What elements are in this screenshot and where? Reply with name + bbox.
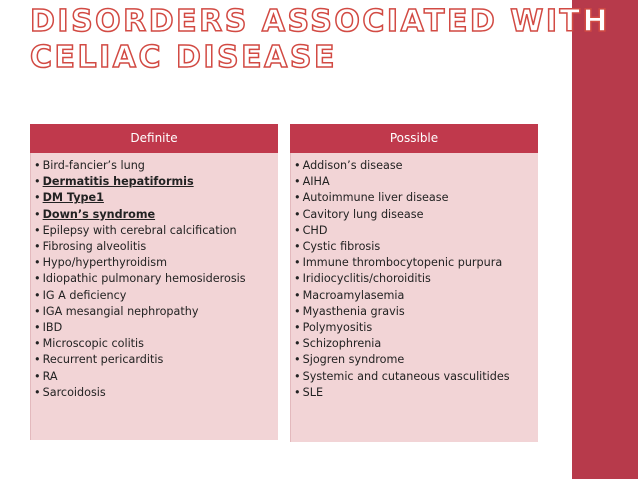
bullet-icon: • xyxy=(34,159,41,172)
list-item xyxy=(34,369,278,385)
list-item-text: Cavitory lung disease xyxy=(302,207,424,221)
bullet-icon: • xyxy=(34,353,41,367)
list-item xyxy=(294,255,538,271)
list-item-text: IBD xyxy=(42,321,63,335)
list-item xyxy=(294,207,538,223)
list-item-text: IG A deficiency xyxy=(42,288,127,302)
list-item xyxy=(34,174,278,190)
list-item xyxy=(34,385,278,401)
bullet-icon: • xyxy=(34,223,41,237)
list-item-text: Immune thrombocytopenic purpura xyxy=(302,256,503,270)
bullet-icon: • xyxy=(294,256,301,270)
list-item xyxy=(294,352,538,368)
list-item-text: Autoimmune liver disease xyxy=(302,191,449,205)
list-item xyxy=(294,304,538,320)
list-item xyxy=(34,352,278,368)
list-item-text: SLE xyxy=(302,385,324,399)
list-item xyxy=(34,304,278,320)
list-item-text: IGA mesangial nephropathy xyxy=(42,304,199,318)
list-item-text: DM Type1 xyxy=(42,191,104,205)
bullet-icon: • xyxy=(34,191,41,205)
list-item-text: Bird-fancier’s lung xyxy=(42,159,145,172)
list-item xyxy=(294,385,538,401)
bullet-icon: • xyxy=(294,304,301,318)
list-item-text: Hypo/hyperthyroidism xyxy=(42,256,167,270)
bullet-icon: • xyxy=(294,353,301,367)
list-item-text: Recurrent pericarditis xyxy=(42,353,164,367)
list-item-text: RA xyxy=(42,369,58,383)
list-item xyxy=(294,223,538,239)
bullet-icon: • xyxy=(34,240,41,254)
list-item xyxy=(294,190,538,206)
list-item-text: Cystic fibrosis xyxy=(302,240,381,254)
list-item-text: AIHA xyxy=(302,175,330,189)
bullet-icon: • xyxy=(34,369,41,383)
bullet-icon: • xyxy=(294,240,301,254)
slide-title-line-1: DISORDERS ASSOCIATED WITH xyxy=(30,4,611,39)
definite-column xyxy=(30,124,278,440)
list-item xyxy=(294,320,538,336)
bullet-icon: • xyxy=(34,175,41,189)
list-item xyxy=(34,223,278,239)
bullet-icon: • xyxy=(294,369,301,383)
list-item-text: Macroamylasemia xyxy=(302,288,405,302)
bullet-icon: • xyxy=(34,207,41,221)
list-item xyxy=(34,239,278,255)
list-item-text: Dermatitis hepatiformis xyxy=(42,175,194,189)
list-item xyxy=(34,320,278,336)
possible-column xyxy=(290,124,538,442)
list-item xyxy=(294,239,538,255)
list-item xyxy=(34,336,278,352)
bullet-icon: • xyxy=(294,385,301,399)
list-item xyxy=(294,174,538,190)
list-item-text: Down’s syndrome xyxy=(42,207,156,221)
possible-column-header: Possible xyxy=(290,124,538,153)
bullet-icon: • xyxy=(294,337,301,351)
list-item-text: CHD xyxy=(302,223,328,237)
list-item-text: Sarcoidosis xyxy=(42,385,106,399)
list-item-text: Polymyositis xyxy=(302,321,373,335)
bullet-icon: • xyxy=(34,304,41,318)
bullet-icon: • xyxy=(34,337,41,351)
list-item-text: Systemic and cutaneous vasculitides xyxy=(302,369,510,383)
bullet-icon: • xyxy=(294,321,301,335)
bullet-icon: • xyxy=(294,223,301,237)
list-item-text: Fibrosing alveolitis xyxy=(42,240,147,254)
bullet-icon: • xyxy=(294,288,301,302)
list-item-text: Iridiocyclitis/choroiditis xyxy=(302,272,431,286)
list-item xyxy=(294,369,538,385)
bullet-icon: • xyxy=(294,175,301,189)
list-item-text: Microscopic colitis xyxy=(42,337,144,351)
list-item xyxy=(34,190,278,206)
list-item xyxy=(294,271,538,287)
list-item xyxy=(34,207,278,223)
list-item xyxy=(34,288,278,304)
list-item xyxy=(294,336,538,352)
bullet-icon: • xyxy=(34,385,41,399)
list-item xyxy=(34,271,278,287)
bullet-icon: • xyxy=(294,272,301,286)
list-item-text: Idiopathic pulmonary hemosiderosis xyxy=(42,272,246,286)
definite-column-header: Definite xyxy=(30,124,278,153)
slide-title-line-2: CELIAC DISEASE xyxy=(30,40,337,75)
possible-list xyxy=(294,158,538,401)
list-item xyxy=(294,158,538,174)
bullet-icon: • xyxy=(34,288,41,302)
definite-list xyxy=(34,158,278,401)
bullet-icon: • xyxy=(294,159,301,172)
bullet-icon: • xyxy=(294,207,301,221)
definite-column-body xyxy=(30,153,278,440)
list-item-text: Epilepsy with cerebral calcification xyxy=(42,223,237,237)
list-item-text: Sjogren syndrome xyxy=(302,353,405,367)
bullet-icon: • xyxy=(34,256,41,270)
list-item xyxy=(34,158,278,174)
list-item xyxy=(294,288,538,304)
list-item-text: Schizophrenia xyxy=(302,337,382,351)
bullet-icon: • xyxy=(34,272,41,286)
slide-title xyxy=(30,4,610,76)
possible-column-body xyxy=(290,153,538,442)
list-item xyxy=(34,255,278,271)
list-item-text: Addison’s disease xyxy=(302,159,403,172)
list-item-text: Myasthenia gravis xyxy=(302,304,405,318)
bullet-icon: • xyxy=(34,321,41,335)
bullet-icon: • xyxy=(294,191,301,205)
